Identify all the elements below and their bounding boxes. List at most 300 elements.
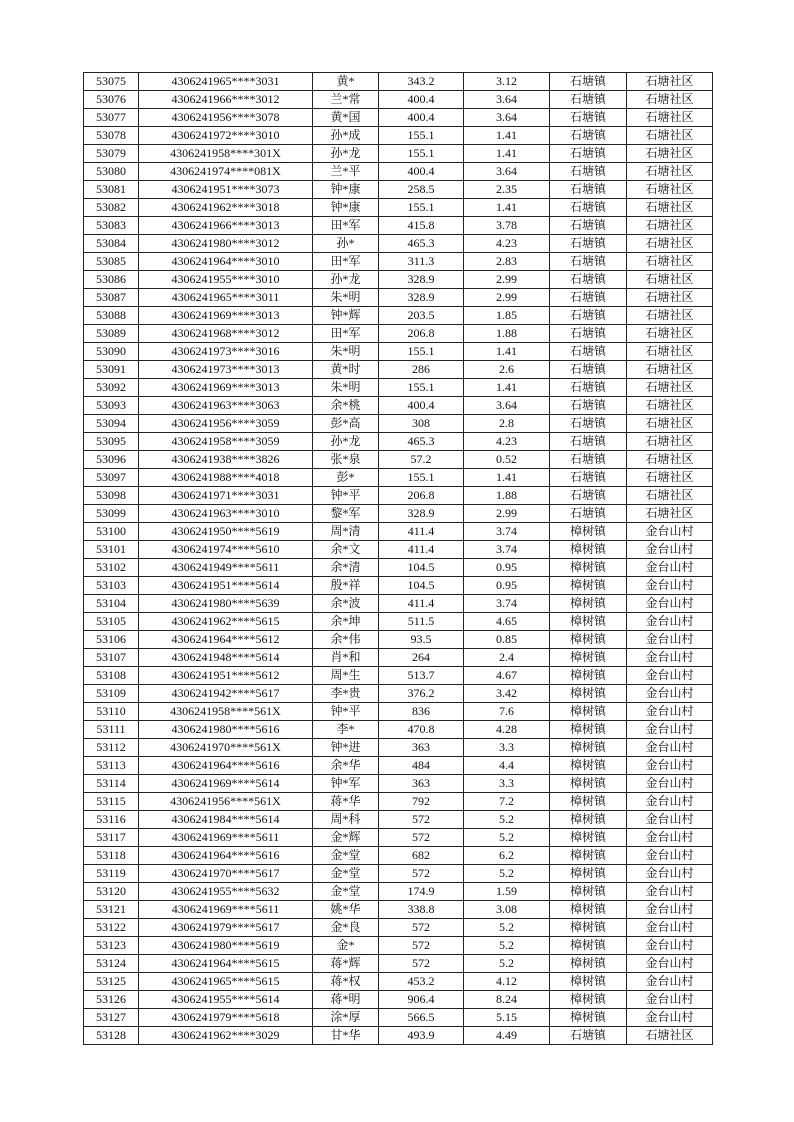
- table-row: [84, 829, 713, 847]
- table-row: [84, 973, 713, 991]
- name-cell: 李*贵: [313, 685, 379, 703]
- table-row: [84, 469, 713, 487]
- amount-cell: 328.9: [379, 289, 464, 307]
- serial-number-cell: 53122: [84, 919, 139, 937]
- id-number-cell: 4306241948****5614: [139, 649, 313, 667]
- table-row: [84, 541, 713, 559]
- village-cell: 金台山村: [627, 721, 713, 739]
- village-cell: 石塘社区: [627, 163, 713, 181]
- name-cell: 肖*和: [313, 649, 379, 667]
- town-cell: 石塘镇: [550, 1027, 627, 1045]
- amount-cell: 338.8: [379, 901, 464, 919]
- town-cell: 樟树镇: [550, 703, 627, 721]
- quantity-cell: 2.99: [464, 289, 550, 307]
- table-row: [84, 883, 713, 901]
- village-cell: 石塘社区: [627, 1027, 713, 1045]
- town-cell: 樟树镇: [550, 955, 627, 973]
- amount-cell: 155.1: [379, 379, 464, 397]
- town-cell: 樟树镇: [550, 739, 627, 757]
- serial-number-cell: 53103: [84, 577, 139, 595]
- quantity-cell: 2.6: [464, 361, 550, 379]
- quantity-cell: 3.3: [464, 775, 550, 793]
- town-cell: 石塘镇: [550, 253, 627, 271]
- amount-cell: 93.5: [379, 631, 464, 649]
- table-row: [84, 181, 713, 199]
- quantity-cell: 0.95: [464, 577, 550, 595]
- name-cell: 兰*常: [313, 91, 379, 109]
- quantity-cell: 3.74: [464, 595, 550, 613]
- id-number-cell: 4306241980****3012: [139, 235, 313, 253]
- serial-number-cell: 53120: [84, 883, 139, 901]
- amount-cell: 328.9: [379, 505, 464, 523]
- village-cell: 石塘社区: [627, 271, 713, 289]
- amount-cell: 400.4: [379, 109, 464, 127]
- name-cell: 余*文: [313, 541, 379, 559]
- name-cell: 钟*平: [313, 487, 379, 505]
- serial-number-cell: 53098: [84, 487, 139, 505]
- serial-number-cell: 53082: [84, 199, 139, 217]
- quantity-cell: 0.95: [464, 559, 550, 577]
- town-cell: 樟树镇: [550, 991, 627, 1009]
- serial-number-cell: 53081: [84, 181, 139, 199]
- id-number-cell: 4306241969****5614: [139, 775, 313, 793]
- serial-number-cell: 53127: [84, 1009, 139, 1027]
- id-number-cell: 4306241951****5612: [139, 667, 313, 685]
- id-number-cell: 4306241964****5616: [139, 847, 313, 865]
- amount-cell: 453.2: [379, 973, 464, 991]
- id-number-cell: 4306241969****5611: [139, 829, 313, 847]
- amount-cell: 465.3: [379, 235, 464, 253]
- quantity-cell: 1.41: [464, 379, 550, 397]
- quantity-cell: 5.2: [464, 829, 550, 847]
- town-cell: 樟树镇: [550, 829, 627, 847]
- name-cell: 蒋*华: [313, 793, 379, 811]
- table-row: [84, 703, 713, 721]
- id-number-cell: 4306241964****3010: [139, 253, 313, 271]
- quantity-cell: 2.35: [464, 181, 550, 199]
- id-number-cell: 4306241969****3013: [139, 379, 313, 397]
- id-number-cell: 4306241955****3010: [139, 271, 313, 289]
- town-cell: 石塘镇: [550, 91, 627, 109]
- table-row: [84, 919, 713, 937]
- id-number-cell: 4306241938****3826: [139, 451, 313, 469]
- id-number-cell: 4306241958****561X: [139, 703, 313, 721]
- quantity-cell: 4.28: [464, 721, 550, 739]
- table-row: [84, 433, 713, 451]
- id-number-cell: 4306241969****3013: [139, 307, 313, 325]
- id-number-cell: 4306241963****3063: [139, 397, 313, 415]
- id-number-cell: 4306241971****3031: [139, 487, 313, 505]
- quantity-cell: 3.3: [464, 739, 550, 757]
- name-cell: 殷*祥: [313, 577, 379, 595]
- village-cell: 石塘社区: [627, 433, 713, 451]
- serial-number-cell: 53105: [84, 613, 139, 631]
- name-cell: 孙*成: [313, 127, 379, 145]
- amount-cell: 104.5: [379, 559, 464, 577]
- village-cell: 石塘社区: [627, 487, 713, 505]
- amount-cell: 363: [379, 775, 464, 793]
- quantity-cell: 5.2: [464, 865, 550, 883]
- name-cell: 孙*龙: [313, 145, 379, 163]
- id-number-cell: 4306241974****081X: [139, 163, 313, 181]
- serial-number-cell: 53097: [84, 469, 139, 487]
- amount-cell: 572: [379, 829, 464, 847]
- serial-number-cell: 53089: [84, 325, 139, 343]
- amount-cell: 400.4: [379, 163, 464, 181]
- table-row: [84, 415, 713, 433]
- amount-cell: 155.1: [379, 343, 464, 361]
- table-row: [84, 631, 713, 649]
- serial-number-cell: 53078: [84, 127, 139, 145]
- town-cell: 石塘镇: [550, 487, 627, 505]
- village-cell: 金台山村: [627, 523, 713, 541]
- name-cell: 黄*时: [313, 361, 379, 379]
- town-cell: 樟树镇: [550, 937, 627, 955]
- id-number-cell: 4306241951****3073: [139, 181, 313, 199]
- name-cell: 张*泉: [313, 451, 379, 469]
- town-cell: 石塘镇: [550, 181, 627, 199]
- name-cell: 周*生: [313, 667, 379, 685]
- serial-number-cell: 53080: [84, 163, 139, 181]
- table-row: [84, 325, 713, 343]
- amount-cell: 465.3: [379, 433, 464, 451]
- serial-number-cell: 53100: [84, 523, 139, 541]
- amount-cell: 415.8: [379, 217, 464, 235]
- serial-number-cell: 53102: [84, 559, 139, 577]
- id-number-cell: 4306241974****5610: [139, 541, 313, 559]
- table-row: [84, 163, 713, 181]
- quantity-cell: 6.2: [464, 847, 550, 865]
- serial-number-cell: 53092: [84, 379, 139, 397]
- table-row: [84, 1009, 713, 1027]
- town-cell: 石塘镇: [550, 469, 627, 487]
- village-cell: 石塘社区: [627, 325, 713, 343]
- table-body: [84, 73, 713, 1045]
- name-cell: 钟*康: [313, 199, 379, 217]
- table-row: [84, 937, 713, 955]
- quantity-cell: 2.99: [464, 505, 550, 523]
- id-number-cell: 4306241958****3059: [139, 433, 313, 451]
- quantity-cell: 4.65: [464, 613, 550, 631]
- village-cell: 金台山村: [627, 595, 713, 613]
- town-cell: 樟树镇: [550, 685, 627, 703]
- quantity-cell: 2.83: [464, 253, 550, 271]
- town-cell: 石塘镇: [550, 361, 627, 379]
- quantity-cell: 7.6: [464, 703, 550, 721]
- table-row: [84, 127, 713, 145]
- amount-cell: 308: [379, 415, 464, 433]
- quantity-cell: 3.64: [464, 109, 550, 127]
- village-cell: 石塘社区: [627, 505, 713, 523]
- id-number-cell: 4306241962****3018: [139, 199, 313, 217]
- name-cell: 金*堂: [313, 865, 379, 883]
- village-cell: 金台山村: [627, 865, 713, 883]
- name-cell: 黎*军: [313, 505, 379, 523]
- town-cell: 樟树镇: [550, 1009, 627, 1027]
- quantity-cell: 1.85: [464, 307, 550, 325]
- table-row: [84, 847, 713, 865]
- id-number-cell: 4306241956****561X: [139, 793, 313, 811]
- village-cell: 石塘社区: [627, 307, 713, 325]
- village-cell: 金台山村: [627, 613, 713, 631]
- town-cell: 樟树镇: [550, 757, 627, 775]
- table-row: [84, 559, 713, 577]
- village-cell: 石塘社区: [627, 451, 713, 469]
- quantity-cell: 4.67: [464, 667, 550, 685]
- serial-number-cell: 53116: [84, 811, 139, 829]
- name-cell: 孙*龙: [313, 271, 379, 289]
- amount-cell: 572: [379, 919, 464, 937]
- serial-number-cell: 53119: [84, 865, 139, 883]
- serial-number-cell: 53107: [84, 649, 139, 667]
- town-cell: 石塘镇: [550, 199, 627, 217]
- name-cell: 金*良: [313, 919, 379, 937]
- town-cell: 石塘镇: [550, 397, 627, 415]
- village-cell: 石塘社区: [627, 397, 713, 415]
- name-cell: 周*科: [313, 811, 379, 829]
- village-cell: 金台山村: [627, 883, 713, 901]
- amount-cell: 792: [379, 793, 464, 811]
- quantity-cell: 1.41: [464, 127, 550, 145]
- serial-number-cell: 53114: [84, 775, 139, 793]
- town-cell: 樟树镇: [550, 811, 627, 829]
- village-cell: 石塘社区: [627, 73, 713, 91]
- village-cell: 金台山村: [627, 577, 713, 595]
- amount-cell: 311.3: [379, 253, 464, 271]
- amount-cell: 203.5: [379, 307, 464, 325]
- amount-cell: 155.1: [379, 145, 464, 163]
- town-cell: 石塘镇: [550, 343, 627, 361]
- village-cell: 石塘社区: [627, 217, 713, 235]
- table-row: [84, 667, 713, 685]
- name-cell: 蒋*辉: [313, 955, 379, 973]
- town-cell: 石塘镇: [550, 325, 627, 343]
- table-row: [84, 253, 713, 271]
- serial-number-cell: 53126: [84, 991, 139, 1009]
- id-number-cell: 4306241963****3010: [139, 505, 313, 523]
- table-row: [84, 343, 713, 361]
- name-cell: 兰*平: [313, 163, 379, 181]
- town-cell: 樟树镇: [550, 793, 627, 811]
- quantity-cell: 4.4: [464, 757, 550, 775]
- id-number-cell: 4306241962****5615: [139, 613, 313, 631]
- id-number-cell: 4306241970****5617: [139, 865, 313, 883]
- town-cell: 樟树镇: [550, 523, 627, 541]
- village-cell: 金台山村: [627, 685, 713, 703]
- table-row: [84, 109, 713, 127]
- id-number-cell: 4306241962****3029: [139, 1027, 313, 1045]
- amount-cell: 566.5: [379, 1009, 464, 1027]
- quantity-cell: 3.78: [464, 217, 550, 235]
- id-number-cell: 4306241980****5639: [139, 595, 313, 613]
- id-number-cell: 4306241951****5614: [139, 577, 313, 595]
- town-cell: 石塘镇: [550, 505, 627, 523]
- amount-cell: 343.2: [379, 73, 464, 91]
- table-row: [84, 577, 713, 595]
- amount-cell: 258.5: [379, 181, 464, 199]
- table-row: [84, 487, 713, 505]
- quantity-cell: 1.88: [464, 325, 550, 343]
- table-row: [84, 505, 713, 523]
- amount-cell: 511.5: [379, 613, 464, 631]
- quantity-cell: 7.2: [464, 793, 550, 811]
- name-cell: 姚*华: [313, 901, 379, 919]
- name-cell: 朱*明: [313, 289, 379, 307]
- town-cell: 石塘镇: [550, 127, 627, 145]
- town-cell: 樟树镇: [550, 901, 627, 919]
- amount-cell: 682: [379, 847, 464, 865]
- serial-number-cell: 53090: [84, 343, 139, 361]
- quantity-cell: 3.42: [464, 685, 550, 703]
- serial-number-cell: 53095: [84, 433, 139, 451]
- town-cell: 樟树镇: [550, 973, 627, 991]
- serial-number-cell: 53121: [84, 901, 139, 919]
- town-cell: 樟树镇: [550, 883, 627, 901]
- serial-number-cell: 53077: [84, 109, 139, 127]
- name-cell: 涂*厚: [313, 1009, 379, 1027]
- amount-cell: 572: [379, 937, 464, 955]
- amount-cell: 572: [379, 865, 464, 883]
- amount-cell: 400.4: [379, 91, 464, 109]
- id-number-cell: 4306241970****561X: [139, 739, 313, 757]
- table-row: [84, 379, 713, 397]
- village-cell: 石塘社区: [627, 181, 713, 199]
- amount-cell: 328.9: [379, 271, 464, 289]
- id-number-cell: 4306241964****5612: [139, 631, 313, 649]
- serial-number-cell: 53075: [84, 73, 139, 91]
- amount-cell: 104.5: [379, 577, 464, 595]
- amount-cell: 155.1: [379, 199, 464, 217]
- serial-number-cell: 53094: [84, 415, 139, 433]
- village-cell: 金台山村: [627, 829, 713, 847]
- village-cell: 金台山村: [627, 955, 713, 973]
- serial-number-cell: 53113: [84, 757, 139, 775]
- village-cell: 石塘社区: [627, 91, 713, 109]
- table-row: [84, 757, 713, 775]
- serial-number-cell: 53123: [84, 937, 139, 955]
- name-cell: 朱*明: [313, 379, 379, 397]
- name-cell: 彭*高: [313, 415, 379, 433]
- amount-cell: 470.8: [379, 721, 464, 739]
- id-number-cell: 4306241973****3013: [139, 361, 313, 379]
- name-cell: 金*堂: [313, 847, 379, 865]
- amount-cell: 411.4: [379, 541, 464, 559]
- village-cell: 石塘社区: [627, 343, 713, 361]
- village-cell: 金台山村: [627, 775, 713, 793]
- id-number-cell: 4306241964****5615: [139, 955, 313, 973]
- id-number-cell: 4306241988****4018: [139, 469, 313, 487]
- town-cell: 樟树镇: [550, 865, 627, 883]
- serial-number-cell: 53104: [84, 595, 139, 613]
- quantity-cell: 1.59: [464, 883, 550, 901]
- table-row: [84, 199, 713, 217]
- village-cell: 金台山村: [627, 739, 713, 757]
- id-number-cell: 4306241950****5619: [139, 523, 313, 541]
- serial-number-cell: 53117: [84, 829, 139, 847]
- id-number-cell: 4306241949****5611: [139, 559, 313, 577]
- quantity-cell: 3.12: [464, 73, 550, 91]
- town-cell: 樟树镇: [550, 613, 627, 631]
- serial-number-cell: 53079: [84, 145, 139, 163]
- town-cell: 石塘镇: [550, 217, 627, 235]
- data-table: [83, 72, 713, 1045]
- town-cell: 石塘镇: [550, 379, 627, 397]
- table-row: [84, 361, 713, 379]
- id-number-cell: 4306241965****5615: [139, 973, 313, 991]
- name-cell: 蒋*明: [313, 991, 379, 1009]
- quantity-cell: 1.41: [464, 145, 550, 163]
- name-cell: 金*: [313, 937, 379, 955]
- name-cell: 彭*: [313, 469, 379, 487]
- table-row: [84, 649, 713, 667]
- name-cell: 钟*军: [313, 775, 379, 793]
- village-cell: 金台山村: [627, 649, 713, 667]
- table-row: [84, 775, 713, 793]
- town-cell: 樟树镇: [550, 919, 627, 937]
- name-cell: 钟*康: [313, 181, 379, 199]
- table-row: [84, 289, 713, 307]
- town-cell: 石塘镇: [550, 163, 627, 181]
- quantity-cell: 3.74: [464, 523, 550, 541]
- table-row: [84, 451, 713, 469]
- name-cell: 朱*明: [313, 343, 379, 361]
- name-cell: 钟*辉: [313, 307, 379, 325]
- amount-cell: 155.1: [379, 469, 464, 487]
- serial-number-cell: 53086: [84, 271, 139, 289]
- serial-number-cell: 53085: [84, 253, 139, 271]
- quantity-cell: 1.41: [464, 343, 550, 361]
- village-cell: 石塘社区: [627, 145, 713, 163]
- name-cell: 甘*华: [313, 1027, 379, 1045]
- table-row: [84, 865, 713, 883]
- serial-number-cell: 53112: [84, 739, 139, 757]
- serial-number-cell: 53083: [84, 217, 139, 235]
- village-cell: 金台山村: [627, 1009, 713, 1027]
- name-cell: 余*坤: [313, 613, 379, 631]
- village-cell: 金台山村: [627, 991, 713, 1009]
- id-number-cell: 4306241980****5616: [139, 721, 313, 739]
- serial-number-cell: 53108: [84, 667, 139, 685]
- serial-number-cell: 53096: [84, 451, 139, 469]
- town-cell: 石塘镇: [550, 235, 627, 253]
- id-number-cell: 4306241966****3013: [139, 217, 313, 235]
- serial-number-cell: 53124: [84, 955, 139, 973]
- name-cell: 余*波: [313, 595, 379, 613]
- town-cell: 石塘镇: [550, 73, 627, 91]
- quantity-cell: 3.64: [464, 163, 550, 181]
- town-cell: 石塘镇: [550, 415, 627, 433]
- serial-number-cell: 53087: [84, 289, 139, 307]
- village-cell: 金台山村: [627, 847, 713, 865]
- amount-cell: 286: [379, 361, 464, 379]
- town-cell: 樟树镇: [550, 667, 627, 685]
- table-row: [84, 217, 713, 235]
- table-row: [84, 397, 713, 415]
- quantity-cell: 4.23: [464, 433, 550, 451]
- amount-cell: 836: [379, 703, 464, 721]
- town-cell: 石塘镇: [550, 307, 627, 325]
- name-cell: 余*桃: [313, 397, 379, 415]
- table-row: [84, 811, 713, 829]
- id-number-cell: 4306241958****301X: [139, 145, 313, 163]
- table-row: [84, 739, 713, 757]
- serial-number-cell: 53088: [84, 307, 139, 325]
- serial-number-cell: 53084: [84, 235, 139, 253]
- serial-number-cell: 53109: [84, 685, 139, 703]
- name-cell: 田*军: [313, 217, 379, 235]
- village-cell: 石塘社区: [627, 469, 713, 487]
- town-cell: 石塘镇: [550, 109, 627, 127]
